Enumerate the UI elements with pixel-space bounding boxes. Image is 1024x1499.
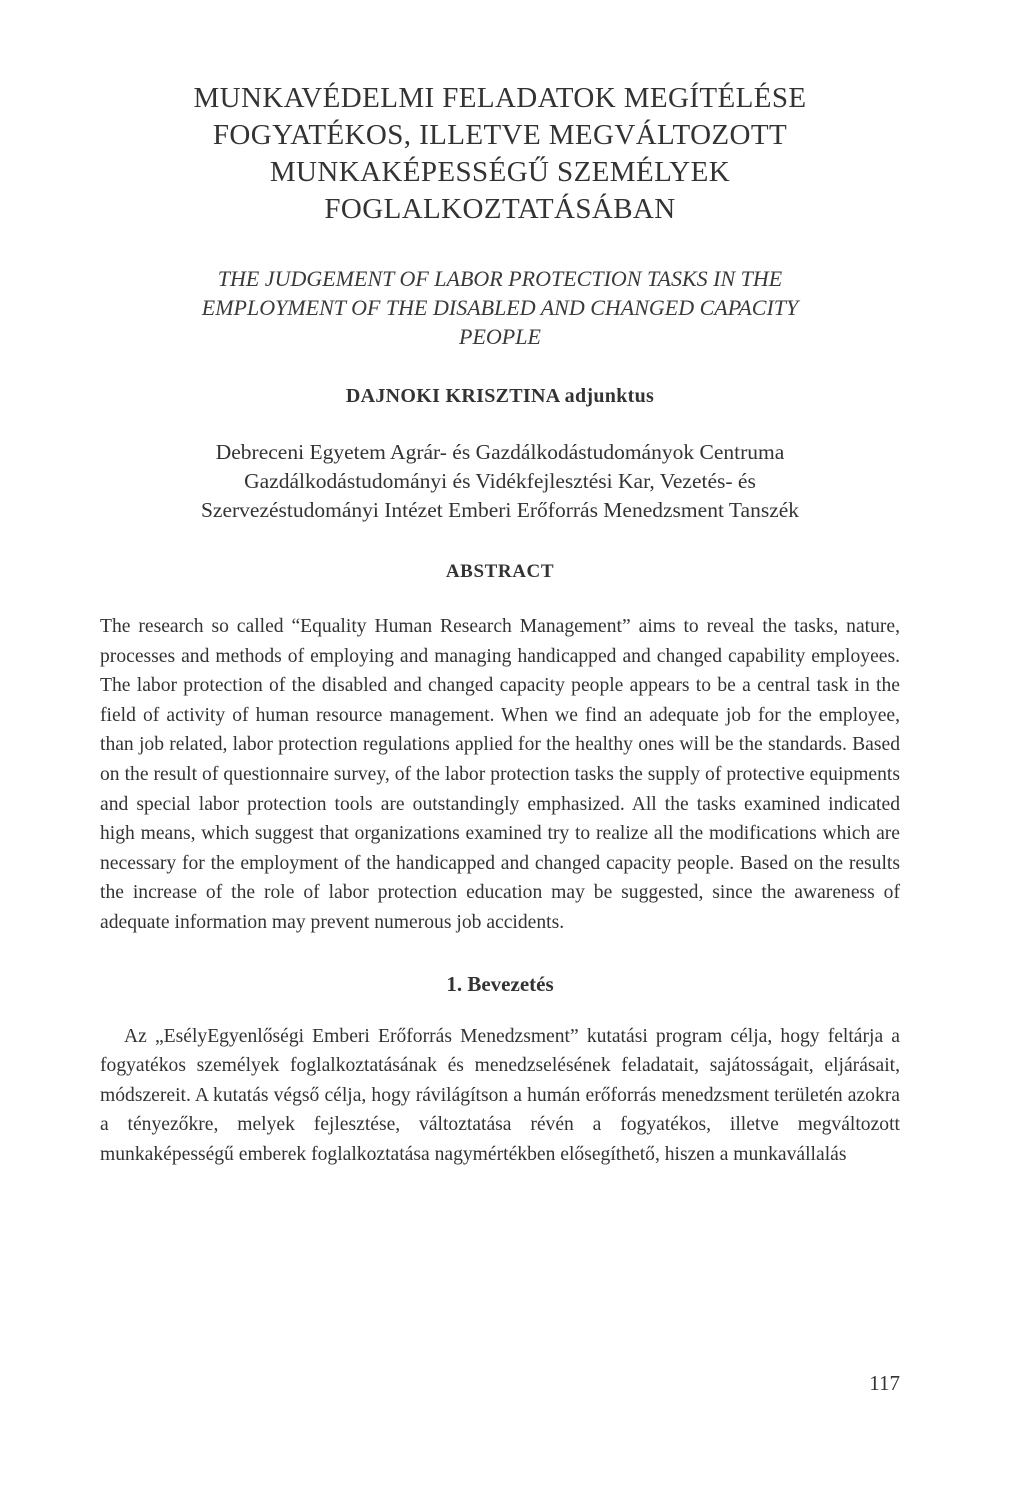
paper-page <box>100 80 900 1189</box>
title-line: FOGYATÉKOS, ILLETVE MEGVÁLTOZOTT <box>212 119 788 151</box>
author-affiliation <box>100 438 900 525</box>
affiliation-line: Szervezéstudományi Intézet Emberi Erőforrás Menedzsment Tanszék <box>200 498 800 522</box>
title-line: MUNKAKÉPESSÉGŰ SZEMÉLYEK <box>269 156 731 188</box>
english-title-line: PEOPLE <box>459 324 541 349</box>
affiliation-line: Debreceni Egyetem Agrár- és Gazdálkodástudományok Centruma <box>215 440 785 464</box>
abstract-text: The research so called “Equality Human Research Management” aims to reveal the tasks, nature, processes and methods of employing and managing handicapped and changed capability employees. The labor protection of the disabled and changed capacity people appears to be a central task in the field of activity of human resource management. When we find an adequate job for the employee, than job related, labor protection regulations applied for the healthy ones will be the standards. Based on the result of questionnaire survey, of the labor protection tasks the supply of protective equipments and special labor protection tools are outstandingly emphasized. All the tasks examined indicated high means, which suggest that organizations examined try to realize all the modifications which are necessary for the employment of the handicapped and changed capacity people. Based on the results the increase of the role of labor protection education may be suggested, since the awareness of adequate information may prevent numerous job accidents. <box>100 616 900 933</box>
page-number: 117 <box>869 1371 900 1395</box>
title-line: FOGLALKOZTATÁSÁBAN <box>324 193 676 225</box>
section-paragraph: Az „EsélyEgyenlőségi Emberi Erőforrás Menedzsment” kutatási program célja, hogy feltárja a fogyatékos személyek foglalkoztatásának és menedzselésének feladatait, sajátosságait, eljárásait, módszereit. A kutatás végső célja, hogy rávilágítson a humán erőforrás menedzsment területén azokra a tényezőkre, melyek fejlesztése, változtatása révén a fogyatékos, illetve megváltozott munkaképességű emberek foglalkoztatása nagymértékben elősegíthető, hiszen a munkavállalás <box>100 1025 900 1165</box>
abstract-heading: ABSTRACT <box>445 561 555 582</box>
paper-title <box>100 80 900 228</box>
author-name: DAJNOKI KRISZTINA adjunktus <box>345 385 655 407</box>
section-heading: 1. Bevezetés <box>446 971 554 996</box>
affiliation-line: Gazdálkodástudományi és Vidékfejlesztési Kar, Vezetés- és <box>244 469 756 493</box>
english-title-line: EMPLOYMENT OF THE DISABLED AND CHANGED CAPACITY <box>201 295 799 320</box>
english-title-line: THE JUDGEMENT OF LABOR PROTECTION TASKS IN THE <box>217 266 783 291</box>
english-title <box>100 264 900 351</box>
title-line: MUNKAVÉDELMI FELADATOK MEGÍTÉLÉSE <box>193 82 807 114</box>
